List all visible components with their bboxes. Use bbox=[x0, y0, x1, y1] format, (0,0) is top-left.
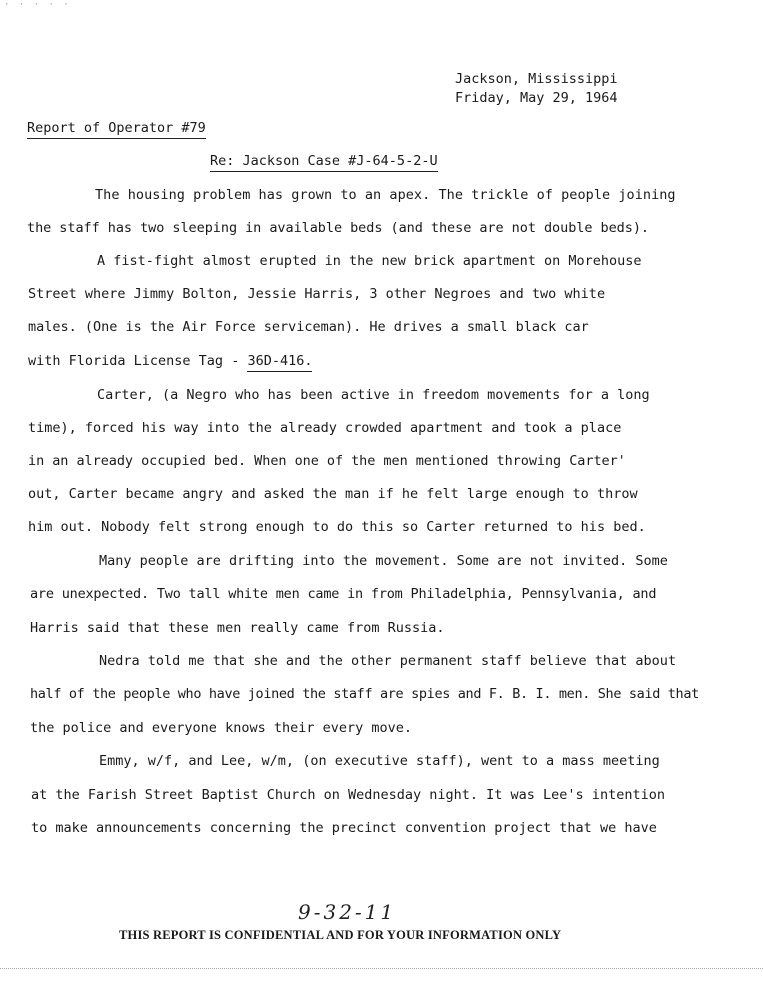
scan-edge-artifact bbox=[0, 968, 763, 975]
body-line: the staff has two sleeping in available beds (and these are not double beds). bbox=[27, 220, 649, 236]
body-line: Carter, (a Negro who has been active in freedom movements for a long bbox=[97, 387, 650, 403]
dateline-date: Friday, May 29, 1964 bbox=[455, 90, 618, 106]
report-title: Report of Operator #79 bbox=[27, 120, 206, 139]
handwritten-file-number: 9-32-11 bbox=[298, 900, 397, 924]
body-line: Many people are drifting into the movement. Some are not invited. Some bbox=[99, 553, 668, 569]
license-tag-number: 36D-416. bbox=[247, 353, 312, 372]
body-line: at the Farish Street Baptist Church on Wednesday night. It was Lee's intention bbox=[31, 787, 665, 803]
license-tag-label: with Florida License Tag - bbox=[28, 353, 248, 369]
body-line: The housing problem has grown to an apex. The trickle of people joining bbox=[95, 187, 676, 203]
body-line: in an already occupied bed. When one of the men mentioned throwing Carter' bbox=[28, 453, 626, 469]
dateline bbox=[455, 70, 618, 108]
body-line: time), forced his way into the already crowded apartment and took a place bbox=[28, 420, 622, 436]
body-line: Harris said that these men really came from Russia. bbox=[30, 620, 445, 636]
body-line bbox=[28, 353, 312, 369]
dateline-place: Jackson, Mississippi bbox=[455, 71, 618, 87]
body-line: Street where Jimmy Bolton, Jessie Harris, 3 other Negroes and two white bbox=[28, 286, 606, 302]
body-line: half of the people who have joined the staff are spies and F. B. I. men. She said that bbox=[30, 686, 699, 702]
scan-artifact: · · · · · bbox=[4, 0, 71, 10]
body-line: the police and everyone knows their every move. bbox=[30, 720, 413, 736]
body-line: A fist-fight almost erupted in the new brick apartment on Morehouse bbox=[97, 253, 642, 269]
confidentiality-footer: THIS REPORT IS CONFIDENTIAL AND FOR YOUR INFORMATION ONLY bbox=[119, 928, 562, 942]
body-line: him out. Nobody felt strong enough to do this so Carter returned to his bed. bbox=[28, 519, 646, 535]
body-line: to make announcements concerning the precinct convention project that we have bbox=[31, 820, 657, 836]
body-line: males. (One is the Air Force serviceman). He drives a small black car bbox=[28, 319, 589, 335]
case-reference: Re: Jackson Case #J-64-5-2-U bbox=[210, 153, 438, 172]
body-line: are unexpected. Two tall white men came in from Philadelphia, Pennsylvania, and bbox=[30, 586, 657, 602]
body-line: Nedra told me that she and the other permanent staff believe that about bbox=[99, 653, 677, 669]
body-line: out, Carter became angry and asked the man if he felt large enough to throw bbox=[28, 486, 638, 502]
body-line: Emmy, w/f, and Lee, w/m, (on executive staff), went to a mass meeting bbox=[99, 753, 660, 769]
